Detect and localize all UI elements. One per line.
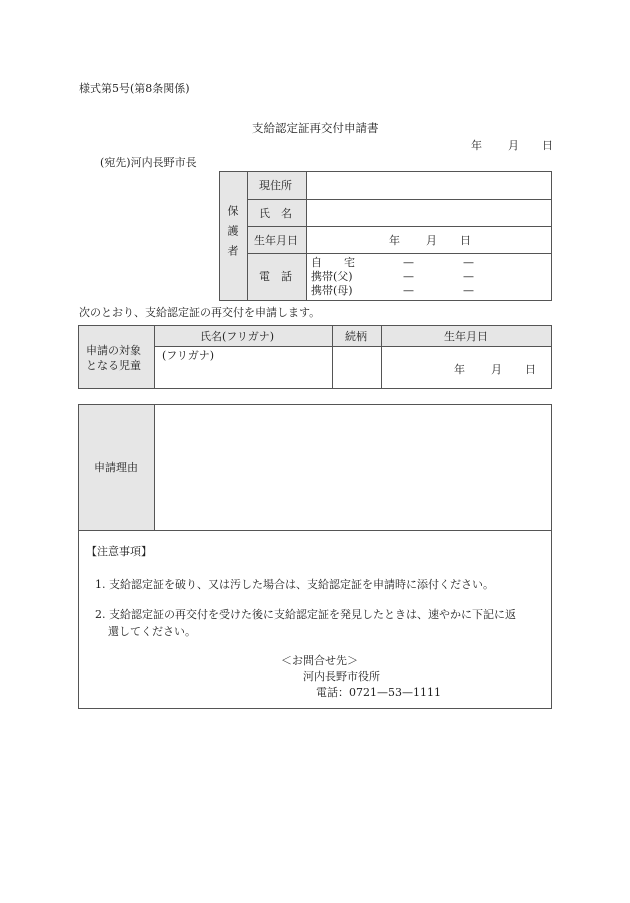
child-row-label-2: となる児童 [86,359,141,372]
divider [247,253,552,254]
child-furigana-label: (フリガナ) [162,349,215,362]
phone-separator: — [403,270,414,283]
guardian-dob-day: 日 [460,234,471,247]
note-item-1: 1. 支給認定証を破り、又は汚した場合は、支給認定証を申請時に添付ください。 [95,578,494,591]
divider [154,325,155,389]
guardian-group-label: 保護者 [226,205,239,265]
contact-phone: 電話：0721—53—1111 [316,686,441,699]
phone-separator: — [463,256,474,269]
phone-home-label: 自 宅 [311,256,355,269]
phone-father-label: 携帯(父) [311,270,353,283]
address-label: 現住所 [259,179,292,192]
divider [154,404,155,530]
phone-separator: — [403,256,414,269]
divider [247,199,552,200]
address-field[interactable] [309,176,549,196]
name-label: 氏 名 [259,207,292,220]
contact-heading: ＜お問合せ先＞ [281,654,358,667]
col-dob-header: 生年月日 [444,330,488,343]
child-dob-month: 月 [491,363,502,376]
form-title: 支給認定証再交付申請書 [252,121,379,135]
addressee: (宛先)河内長野市長 [100,156,197,169]
form-number: 様式第5号(第8条関係) [79,82,190,95]
child-relation-field[interactable] [335,349,379,386]
phone-mother-label: 携帯(母) [311,284,353,297]
phone-label: 電 話 [259,270,292,283]
phone-separator: — [463,270,474,283]
child-dob-year: 年 [454,363,465,376]
date-year-label: 年 [471,139,482,152]
name-field[interactable] [309,203,549,223]
child-name-field[interactable] [157,364,329,386]
col-relation-header: 続柄 [345,330,367,343]
reason-field[interactable] [158,408,548,526]
notes-heading: 【注意事項】 [86,545,152,558]
dob-label: 生年月日 [254,234,298,247]
phone-separator: — [463,284,474,297]
divider [381,325,382,389]
contact-office: 河内長野市役所 [303,670,380,683]
application-statement: 次のとおり、支給認定証の再交付を申請します。 [79,306,321,319]
divider [247,171,248,301]
divider [332,325,333,389]
note-item-2: 2. 支給認定証の再交付を受けた後に支給認定証を発見したときは、速やかに下記に返 [95,608,516,621]
date-day-label: 日 [542,139,553,152]
phone-separator: — [403,284,414,297]
divider [78,530,552,531]
guardian-dob-year: 年 [389,234,400,247]
child-row-label: 申請の対象 [86,344,141,357]
divider [247,226,552,227]
note-item-2-cont: 還してください。 [108,625,196,638]
divider [306,171,307,301]
reason-label: 申請理由 [94,461,138,474]
child-dob-day: 日 [525,363,536,376]
col-name-header: 氏名(フリガナ) [200,330,275,343]
guardian-dob-month: 月 [426,234,437,247]
child-label-bg [79,326,154,388]
date-month-label: 月 [508,139,519,152]
divider [154,346,552,347]
